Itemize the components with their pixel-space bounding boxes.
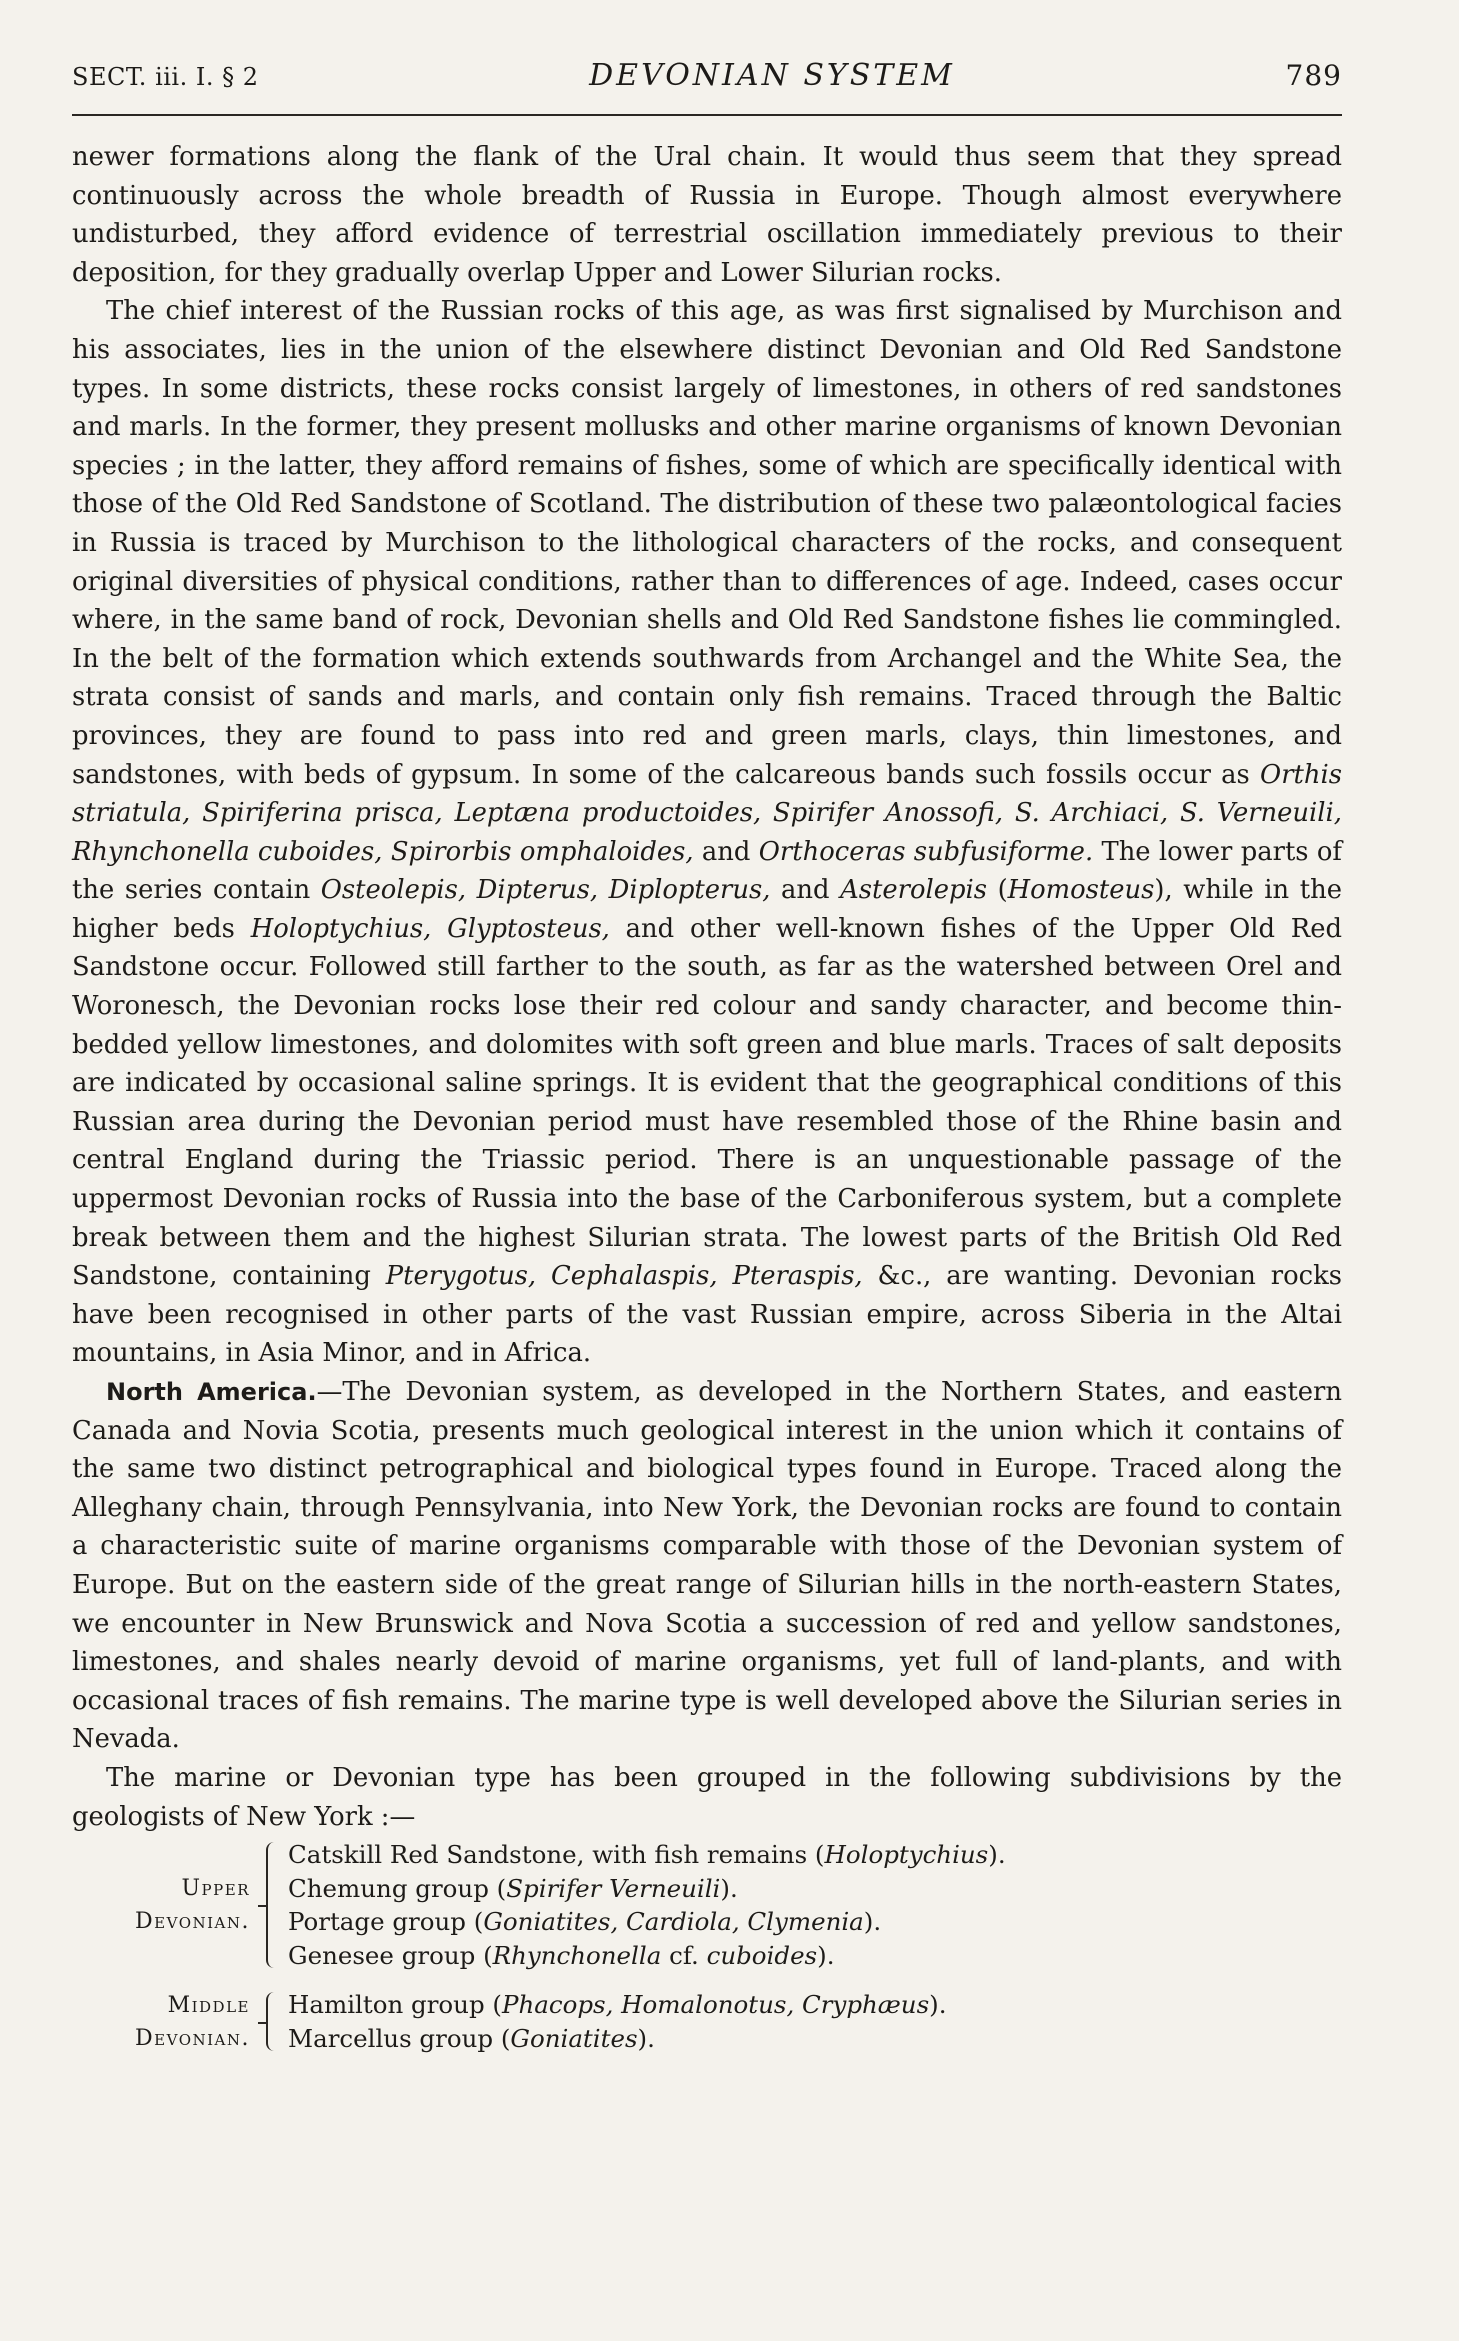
- group-label: [72, 1872, 256, 1938]
- fossil-names: Holoptychius, Glyptosteus,: [250, 913, 610, 944]
- text-run: ).: [637, 2023, 655, 2053]
- text-run: Hamilton group (: [288, 1990, 502, 2020]
- strata-table: [72, 1838, 1342, 2055]
- text-run: Catskill Red Sandstone, with fish remains (: [288, 1840, 825, 1870]
- fossil-names: Homosteus: [1007, 875, 1155, 906]
- text-run: Portage group (: [288, 1907, 484, 1937]
- section-heading-north-america: North America.: [106, 1378, 317, 1406]
- paragraph-north-america: [72, 1373, 1342, 1759]
- middle-devonian-group: [72, 1988, 1342, 2055]
- text-run: cf.: [661, 1940, 707, 1970]
- fossil-names: Goniatites: [510, 2023, 638, 2053]
- fossil-names: Goniatites, Cardiola, Clymenia: [483, 1907, 864, 1937]
- brace-icon: [256, 1838, 280, 1972]
- text-run: Genesee group (: [288, 1940, 493, 1970]
- group-label-line: Middle: [167, 1992, 250, 2018]
- page-number: 789: [1285, 59, 1342, 92]
- group-label: [72, 1989, 256, 2055]
- running-title: DEVONIAN SYSTEM: [589, 58, 955, 93]
- group-items: [288, 1838, 1006, 1972]
- text-run: —The Devonian system, as developed in the Northern States, and eastern Canada and Novia Scotia, presents much geological interest in the union which it contains of the same two distinct petrographical and biological types found in Europe. Traced along the Alleghany chain, through Pennsylvania, into New York, the Devonian rocks are found to contain a characteristic suite of marine organisms comparable with those of the Devonian system of Europe. But on the eastern side of the great range of Silurian hills in the north-eastern States, we encounter in New Brunswick and Nova Scotia a succession of red and yellow sandstones, limestones, and shales nearly devoid of marine organisms, yet full of land-plants, and with occasional traces of fish remains. The marine type is well developed above the Silurian series in Nevada.: [72, 1377, 1342, 1755]
- stratum-item: [288, 2022, 947, 2056]
- header-rule: [72, 114, 1342, 116]
- group-label-line: Devonian.: [135, 1909, 250, 1935]
- text-run: ).: [720, 1873, 738, 1903]
- group-items: [288, 1988, 947, 2055]
- text-run: (: [987, 875, 1008, 906]
- text-run: ), while in the higher beds: [72, 875, 1342, 944]
- fossil-names: Pterygotus, Cephalaspis, Pteraspis,: [385, 1261, 863, 1292]
- fossil-names: cuboides: [706, 1940, 818, 1970]
- running-header: [72, 58, 1342, 108]
- text-run: ).: [988, 1840, 1006, 1870]
- group-label-line: Devonian.: [135, 2025, 250, 2051]
- fossil-names: Orthoceras subfusiforme.: [758, 836, 1094, 867]
- text-run: and: [693, 836, 759, 867]
- text-run: ).: [929, 1990, 947, 2020]
- body-text: [72, 138, 1342, 1836]
- text-run: and other well-known fishes of the Upper Old Red Sandstone occur. Followed still farther to the south, as far as the watershed between Orel and Woronesch, the Devonian rocks lose their red colour and sandy character, and become thin-bedded yellow limestones, and dolomites with soft green and blue marls. Traces of salt deposits are indicated by occasional saline springs. It is evident that the geographical conditions of this Russian area during the Devonian period must have resembled those of the Rhine basin and central England during the Triassic period. There is an unquestionable passage of the uppermost Devonian rocks of Russia into the base of the Carboniferous system, but a complete break between them and the highest Silurian strata. The lowest parts of the British Old Red Sandstone, containing: [72, 913, 1342, 1292]
- stratum-item: [288, 1939, 1006, 1973]
- text-run: The chief interest of the Russian rocks of this age, as was first signalised by Murchison and his associates, lies in the union of the elsewhere distinct Devonian and Old Red Sandstone types. In some districts, these rocks consist largely of limestones, in others of red sandstones and marls. In the former, they present mollusks and other marine organisms of known Devonian species ; in the latter, they afford remains of fishes, some of which are specifically identical with those of the Old Red Sandstone of Scotland. The distribution of these two palæontological facies in Russia is traced by Murchison to the lithological characters of the rocks, and consequent original diversities of physical conditions, rather than to differences of age. Indeed, cases occur where, in the same band of rock, Devonian shells and Old Red Sandstone fishes lie commingled. In the belt of the formation which extends southwards from Archangel and the White Sea, the strata consist of sands and marls, and contain only fish remains. Traced through the Baltic provinces, they are found to pass into red and green marls, clays, thin limestones, and sandstones, with beds of gypsum. In some of the calcareous bands such fossils occur as: [72, 296, 1342, 790]
- paragraph-new-york: The marine or Devonian type has been grouped in the following subdivisions by the geologists of New York :—: [72, 1762, 1342, 1832]
- fossil-names: Spirifer Verneuili: [506, 1873, 721, 1903]
- section-reference: SECT. iii. I. § 2: [72, 63, 259, 91]
- text-run: Chemung group (: [288, 1873, 507, 1903]
- upper-devonian-group: [72, 1838, 1342, 1972]
- paragraph-russia: [72, 292, 1342, 1373]
- text-run: &c., are wanting. Devonian rocks have been recognised in other parts of the vast Russian empire, across Siberia in the Altai mountains, in Asia Minor, and in Africa.: [72, 1261, 1342, 1369]
- text-run: Marcellus group (: [288, 2023, 511, 2053]
- stratum-item: [288, 1872, 1006, 1906]
- fossil-names: Osteolepis, Dipterus, Diplopterus,: [320, 875, 771, 906]
- stratum-item: [288, 1838, 1006, 1872]
- fossil-names: Orthis striatula, Spiriferina prisca, Leptæna productoides, Spirifer Anossofi, S. Archiaci, S. Verneuili, Rhynchonella cuboides, Spirorbis omphaloides,: [72, 759, 1342, 867]
- group-label-line: Upper: [181, 1876, 250, 1902]
- paragraph-1: newer formations along the flank of the Ural chain. It would thus seem that they spread continuously across the whole breadth of Russia in Europe. Though almost everywhere undisturbed, they afford evidence of terrestrial oscillation immediately previous to their deposition, for they gradually overlap Upper and Lower Silurian rocks.: [72, 142, 1342, 288]
- fossil-names: Phacops, Homalonotus, Cryphæus: [502, 1990, 930, 2020]
- fossil-names: Rhynchonella: [492, 1940, 662, 1970]
- brace-icon: [256, 1988, 280, 2055]
- fossil-names: Asterolepis: [840, 875, 987, 906]
- stratum-item: [288, 1905, 1006, 1939]
- text-run: ).: [863, 1907, 882, 1937]
- text-run: ).: [817, 1940, 835, 1970]
- fossil-names: Holoptychius: [824, 1840, 989, 1870]
- page: [72, 58, 1342, 2071]
- stratum-item: [288, 1988, 947, 2022]
- text-run: The lower parts of the series contain: [72, 836, 1342, 906]
- text-run: and: [770, 875, 841, 906]
